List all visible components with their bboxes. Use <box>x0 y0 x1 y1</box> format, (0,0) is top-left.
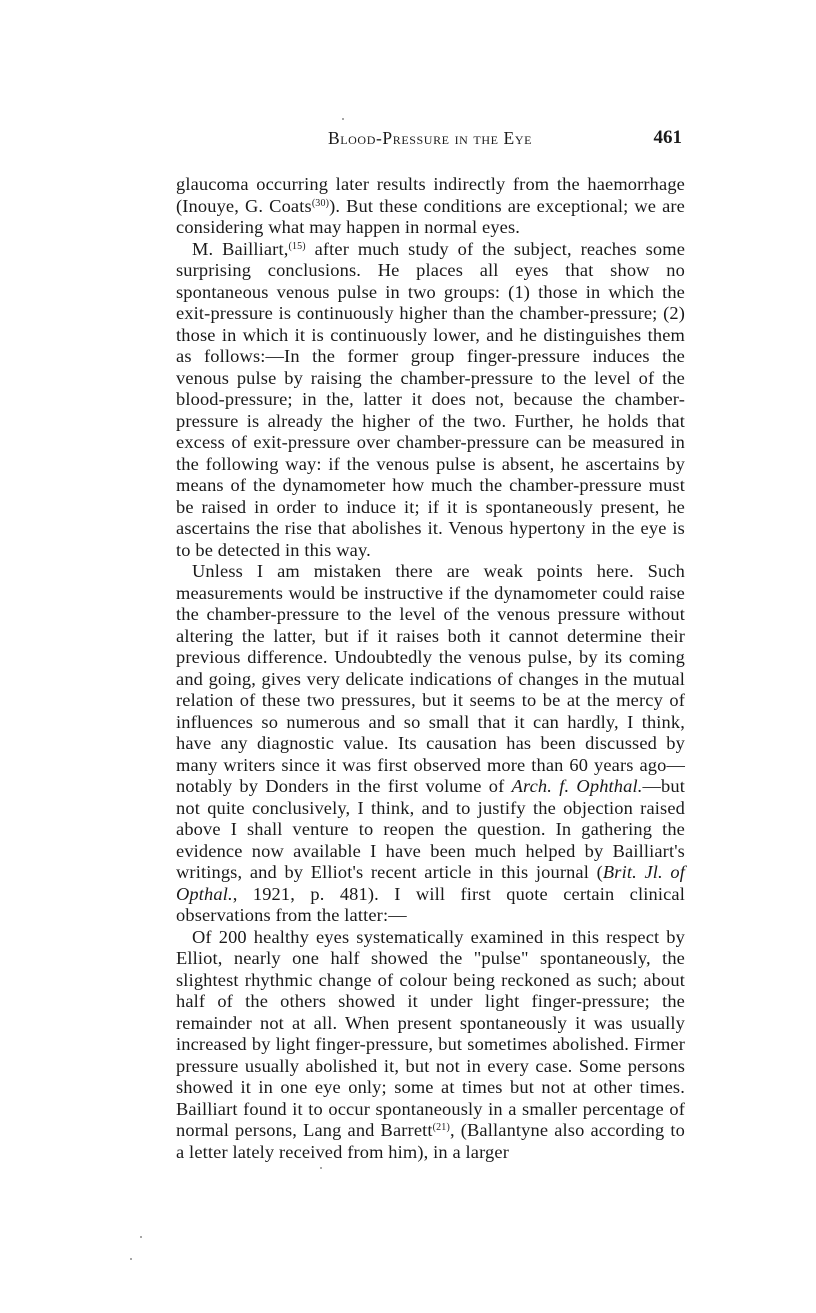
print-speck <box>130 1258 132 1260</box>
paragraph-text: M. Bailliart, <box>192 238 289 259</box>
paragraph-text: —but not quite conclusively, I think, and to justify the objection raised above I shall venture to reopen the question. In gathering the evidence now available I have been much helped by Bailliart's writings, and by Elliot's recent article in this journal ( <box>176 776 685 882</box>
paragraph-weak-points <box>176 561 685 927</box>
paragraph-continued <box>176 174 685 239</box>
reference-marker: (30) <box>311 197 330 209</box>
print-speck <box>342 118 344 120</box>
running-head <box>176 128 684 154</box>
paragraph-text: Unless I am mistaken there are weak points here. Such measurements would be instructive if the dynamometer could raise the chamber-pressure to the level of the venous pressure without altering the latter, but if it raises both it cannot determine their previous difference. Undoubtedly the venous pulse, by its coming and going, gives very delicate indications of changes in the mutual relation of these two pressures, but it seems to be at the mercy of influences so numerous and so small that it can hardly, I think, have any diagnostic value. Its causation has been discussed by many writers since it was first observed more than 60 years ago—notably by Donders in the first volume of <box>176 561 685 796</box>
journal-citation: Brit. Jl. of Opthal. <box>176 862 685 904</box>
body-text <box>176 174 685 1163</box>
paragraph-bailliart <box>176 239 685 562</box>
reference-marker: (21) <box>432 1122 450 1133</box>
journal-citation: Arch. f. Ophthal. <box>511 776 643 796</box>
paragraph-text: , 1921, p. 481). I will first quote certain clinical observations from the latter:— <box>176 883 685 925</box>
paragraph-text: after much study of the subject, reaches some surprising conclusions. He places all eyes that show no spontaneous venous pulse in two groups: (1) those in which the exit-pressure is continuously higher than the chamber-pressure; (2) those in which it is continuously lower, and he distinguishes them as follows:—In the former group finger-pressure induces the venous pulse by raising the chamber-pressure to the level of the blood-pressure; in the, latter it does not, because the chamber-pressure is already the higher of the two. Further, he holds that excess of exit-pressure over chamber-pressure can be measured in the following way: if the venous pulse is absent, he ascertains by means of the dynamometer how much the chamber-pressure must be raised in order to induce it; if it is spontaneously present, he ascertains the rise that abolishes it. Venous hypertony in the eye is to be detected in this way. <box>176 238 686 560</box>
print-speck <box>140 1236 142 1238</box>
reference-marker: (15) <box>288 240 306 252</box>
paragraph-text: ). But these conditions are exceptional; we are considering what may happen in normal eyes. <box>176 195 685 237</box>
paragraph-text: glaucoma occurring later results indirectly from the haemorrhage (Inouye, G. Coats <box>176 174 685 216</box>
paragraph-elliot <box>176 927 685 1164</box>
paragraph-text: Of 200 healthy eyes systematically examined in this respect by Elliot, nearly one half showed the "pulse" spontaneously, the slightest rhythmic change of colour being reckoned as such; about half of the others showed it under light finger-pressure; the remainder not at all. When present spontaneously it was usually increased by light finger-pressure, but sometimes abolished. Firmer pressure usually abolished it, but not in every case. Some persons showed it in one eye only; some at times but not at other times. Bailliart found it to occur spontaneously in a smaller percentage of normal persons, Lang and Barrett <box>176 926 685 1140</box>
print-speck <box>320 1167 322 1169</box>
paragraph-text: , (Ballantyne also according to a letter lately received from him), in a larger <box>176 1120 685 1162</box>
running-title: Blood-Pressure in the Eye <box>327 128 533 148</box>
page-number: 461 <box>653 127 682 148</box>
